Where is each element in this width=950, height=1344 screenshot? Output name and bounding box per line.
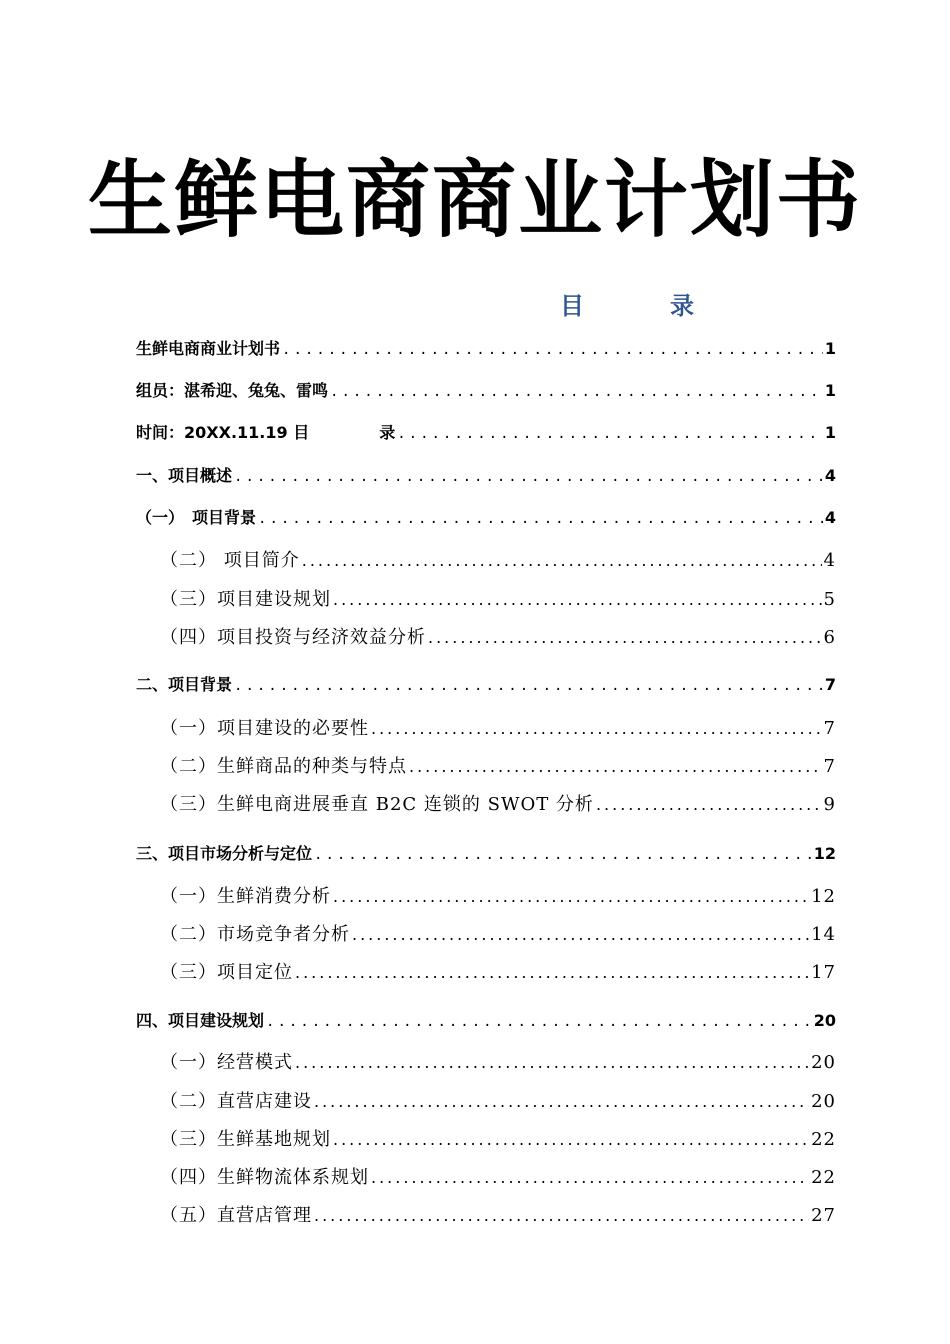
toc-leader-dots — [266, 1014, 812, 1030]
toc-leader-dots — [234, 469, 823, 485]
toc-entry-page: 4 — [824, 466, 836, 485]
toc-leader-dots — [352, 925, 809, 944]
toc-heading-right: 录 — [670, 292, 694, 320]
toc-leader-dots — [409, 757, 822, 776]
toc-heading — [560, 290, 694, 322]
document-title: 生鲜电商商业计划书 — [87, 150, 862, 249]
toc-entry-label: 组员：湛希迎、兔兔、雷鸣 — [136, 381, 329, 400]
toc-entry[interactable] — [160, 790, 836, 816]
toc-leader-dots — [314, 847, 812, 863]
toc-entry[interactable] — [136, 378, 836, 401]
toc-entry[interactable] — [160, 1163, 836, 1189]
toc-entry-page: 20 — [813, 1011, 836, 1030]
toc-entry-label — [136, 420, 395, 443]
toc-entry-label: （四）项目投资与经济效益分析 — [160, 627, 426, 648]
toc-entry[interactable] — [160, 585, 836, 611]
toc-entry-label: （三）生鲜基地规划 — [160, 1129, 331, 1150]
toc-entry-page: 22 — [811, 1129, 836, 1150]
toc-entry[interactable] — [136, 1008, 836, 1031]
toc-entry-label: （三）项目定位 — [160, 962, 293, 983]
toc-entry[interactable] — [136, 672, 836, 695]
toc-entry-label: （一）经营模式 — [160, 1052, 293, 1073]
toc-entry[interactable] — [160, 882, 836, 908]
toc-leader-dots — [428, 628, 822, 647]
toc-leader-dots — [258, 511, 823, 527]
toc-entry-page: 7 — [824, 675, 836, 694]
toc-entry[interactable] — [160, 623, 836, 649]
toc-entry-label: 生鲜电商商业计划书 — [136, 339, 281, 358]
toc-entry-label: （二）直营店建设 — [160, 1091, 312, 1112]
toc-heading-left: 目 — [560, 292, 584, 320]
toc-leader-dots — [295, 963, 809, 982]
toc-leader-dots — [314, 1092, 809, 1111]
toc-entry-label: （一） 项目背景 — [136, 508, 257, 527]
toc-entry-label: （三）项目建设规划 — [160, 589, 331, 610]
toc-entry-label-part: 时间：20XX.11.19 目 — [136, 423, 310, 442]
toc-entry-page: 1 — [824, 381, 836, 400]
toc-entry-label-part: 录 — [379, 423, 396, 442]
toc-entry[interactable] — [136, 841, 836, 864]
toc-entry[interactable] — [136, 420, 836, 443]
toc-entry-label: 三、项目市场分析与定位 — [136, 844, 313, 863]
toc-entry[interactable] — [136, 505, 836, 528]
toc-entry-label: （一）生鲜消费分析 — [160, 886, 331, 907]
toc-entry-label: 二、项目背景 — [136, 675, 233, 694]
toc-entry[interactable] — [160, 714, 836, 740]
toc-leader-dots — [282, 342, 823, 358]
toc-entry-label: （五）直营店管理 — [160, 1205, 312, 1226]
toc-entry[interactable] — [160, 1201, 836, 1227]
toc-leader-dots — [397, 426, 823, 442]
toc-entry[interactable] — [136, 336, 836, 359]
toc-entry-page: 4 — [824, 508, 836, 527]
toc-leader-dots — [371, 1168, 809, 1187]
toc-leader-dots — [333, 1130, 809, 1149]
toc-entry-page: 12 — [813, 844, 836, 863]
toc-entry[interactable] — [160, 752, 836, 778]
toc-entry-label: （二）市场竞争者分析 — [160, 924, 350, 945]
toc-entry-page: 14 — [811, 924, 836, 945]
toc-entry[interactable] — [160, 1125, 836, 1151]
toc-leader-dots — [314, 1206, 809, 1225]
toc-entry-label: （一）项目建设的必要性 — [160, 718, 369, 739]
toc-entry-page: 4 — [823, 550, 836, 571]
toc-entry-page: 17 — [811, 962, 836, 983]
toc-entry-page: 7 — [823, 718, 836, 739]
toc-entry[interactable] — [160, 1048, 836, 1074]
toc-leader-dots — [302, 551, 822, 570]
toc-entry-label: （二）生鲜商品的种类与特点 — [160, 756, 407, 777]
toc-entry-label: （三）生鲜电商进展垂直 B2C 连锁的 SWOT 分析 — [160, 794, 594, 815]
toc-leader-dots — [330, 384, 823, 400]
toc-entry-page: 20 — [811, 1052, 836, 1073]
toc-entry-label: （二） 项目简介 — [160, 550, 300, 571]
toc-entry-page: 6 — [823, 627, 836, 648]
toc-entry-label: 四、项目建设规划 — [136, 1011, 265, 1030]
toc-entry-page: 1 — [824, 339, 836, 358]
toc-entry-page: 22 — [811, 1167, 836, 1188]
toc-entry-label: （四）生鲜物流体系规划 — [160, 1167, 369, 1188]
toc-entry[interactable] — [160, 1087, 836, 1113]
toc-entry-page: 20 — [811, 1091, 836, 1112]
toc-entry-page: 7 — [823, 756, 836, 777]
toc-leader-dots — [234, 678, 823, 694]
toc-entry-page: 12 — [811, 886, 836, 907]
toc-entry[interactable] — [160, 546, 836, 572]
toc-leader-dots — [596, 795, 822, 814]
toc-entry-label: 一、项目概述 — [136, 466, 233, 485]
toc-leader-dots — [333, 887, 809, 906]
toc-entry-page: 1 — [824, 423, 836, 442]
toc-entry[interactable] — [160, 958, 836, 984]
toc-entry[interactable] — [136, 463, 836, 486]
toc-leader-dots — [371, 719, 822, 738]
toc-entry-page: 5 — [823, 589, 836, 610]
toc-leader-dots — [295, 1053, 809, 1072]
toc-leader-dots — [333, 590, 822, 609]
toc-entry-page: 9 — [823, 794, 836, 815]
toc-entry-page: 27 — [811, 1205, 836, 1226]
toc-entry[interactable] — [160, 920, 836, 946]
